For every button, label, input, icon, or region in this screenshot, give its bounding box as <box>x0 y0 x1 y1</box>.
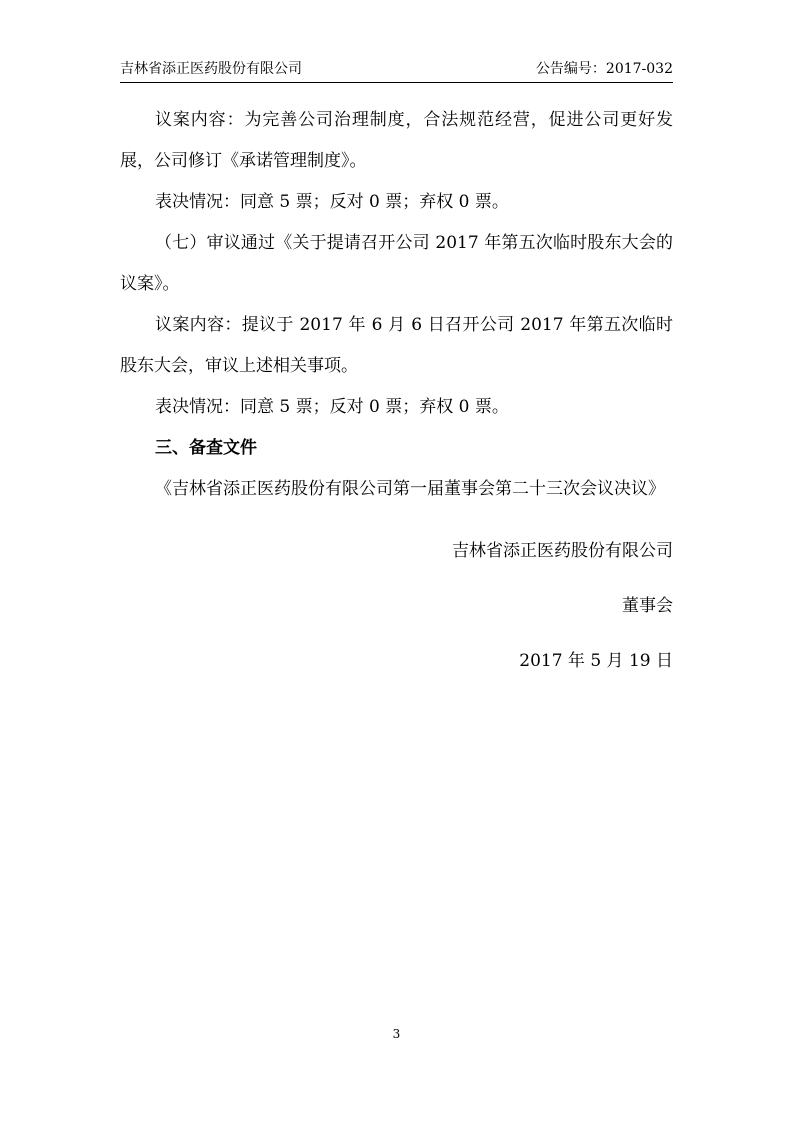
page-header <box>120 56 673 83</box>
vote-result-paragraph: 表决情况：同意 5 票；反对 0 票；弃权 0 票。 <box>155 397 509 417</box>
motion-content-paragraph: 议案内容：为完善公司治理制度，合法规范经营，促进公司更好发展，公司修订《承诺管理制度》。 <box>120 110 673 171</box>
motion-title-paragraph: （七）审议通过《关于提请召开公司 2017 年第五次临时股东大会的议案》。 <box>120 233 673 294</box>
header-announcement-number: 公告编号：2017-032 <box>535 61 673 77</box>
vote-result-paragraph: 表决情况：同意 5 票；反对 0 票；弃权 0 票。 <box>155 192 509 212</box>
signature-board: 董事会 <box>622 596 673 616</box>
signature-company: 吉林省添正医药股份有限公司 <box>452 541 673 561</box>
reference-document: 《吉林省添正医药股份有限公司第一届董事会第二十三次会议决议》 <box>155 479 665 499</box>
header-company-name: 吉林省添正医药股份有限公司 <box>120 61 302 77</box>
page-number: 3 <box>392 1027 401 1041</box>
motion-content-paragraph: 议案内容：提议于 2017 年 6 月 6 日召开公司 2017 年第五次临时股东大会，审议上述相关事项。 <box>120 315 673 376</box>
section-heading: 三、备查文件 <box>155 438 257 458</box>
signature-date: 2017 年 5 月 19 日 <box>519 651 673 671</box>
document-body <box>120 100 673 689</box>
